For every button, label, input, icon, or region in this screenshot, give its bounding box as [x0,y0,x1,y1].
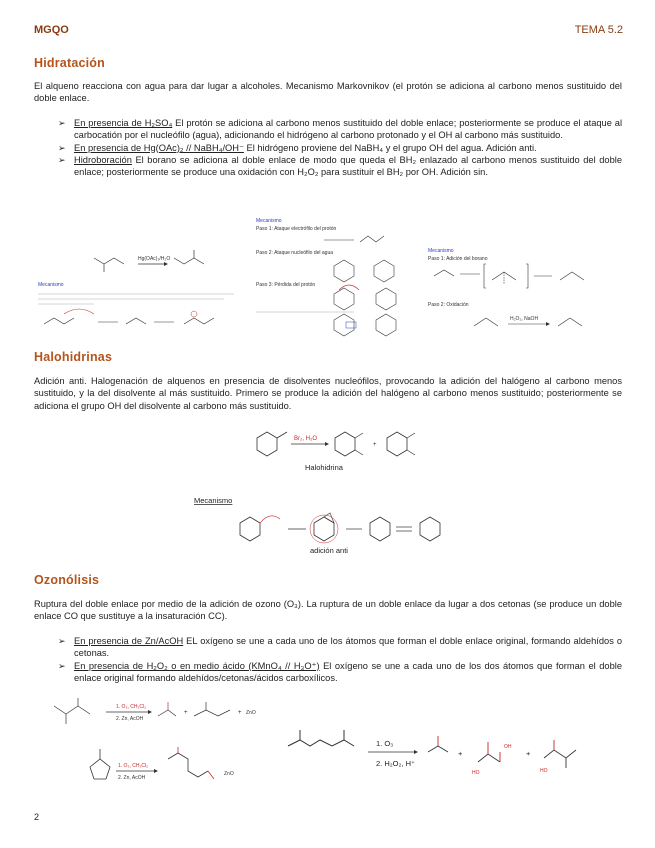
section-title-halohidrinas: Halohidrinas [34,350,113,364]
bullet-arrow-icon: ➢ [58,118,66,128]
bullet-text: El hidrógeno proviene del NaBH₄ y el grupo OH del agua. Adición anti. [243,142,537,153]
bullet-text: El borano se adiciona al doble enlace de modo que queda el BH₂ enlazado al carbono menos sustituido del doble enlace; posteriormente se produce una oxidación con H₂O₂ para sustituir el BH₂ por OH. Adición sin. [74,154,622,178]
ozonolisis-intro: Ruptura del doble enlace por medio de la adición de ozono (O₃). La ruptura de un doble enlace da lugar a dos cetonas (se produce un doble enlace CO que sustituye a la insaturación CC). [34,599,622,622]
reagent-ox: H₂O₂, NaOH [510,316,539,322]
halohydrin-label: Halohidrina [305,463,343,472]
bullet-arrow-icon: ➢ [58,154,66,165]
bullet-text: El oxígeno se une a cada uno de los dos átomos que forman el doble enlace original formando aldehídos/cetonas/ácidos carboxílicos. [74,660,623,683]
page-number: 2 [34,812,40,822]
hidratacion-mechanism-figure [34,214,626,338]
halo-mecanismo-label: Mecanismo [194,496,233,505]
header-course: MGQO [34,24,69,36]
bullet-label: En presencia de H₂O₂ o en medio ácido (KMnO₄ // H₃O⁺) [74,660,320,671]
oxymercuration-reaction [94,250,204,272]
plus-sign: + [458,749,463,758]
ozonolysis-reaction-3 [282,722,622,794]
hidratacion-intro: El alqueno reacciona con agua para dar lugar a alcoholes. Mecanismo Markovnikov (el protón se adiciona al carbono menos sustituido del doble enlace. [34,81,622,104]
bullet-arrow-icon: ➢ [58,660,66,671]
hb-step1-text: Paso 1: Adición del borano [428,256,488,262]
anti-addition-caption: adición anti [310,546,348,555]
hb-step2-text: Paso 2: Oxidación [428,302,469,308]
list-item [58,660,622,685]
oz1-reagent-bottom: 2. Zn, AcOH [116,716,144,722]
oz1-reagent-top: 1. O₃, CH₂Cl₂ [116,704,147,710]
bullet-text: El protón se adiciona al carbono menos sustituido del doble enlace; posteriormente se produce el ataque al carbocatión por el nucleófilo (agua), adicionando el hidrógeno al carbono protonado y el OH al carbono más sustituido. [74,118,623,141]
ozonolysis-reaction-2 [80,745,270,797]
bullet-arrow-icon: ➢ [58,142,66,153]
hidratacion-bullets [58,117,622,178]
mecanismo-right-label: Mecanismo [428,248,454,254]
bullet-label: Hidroboración [74,154,132,165]
list-item [58,117,622,142]
halohydrin-reaction-figure [245,422,465,474]
bullet-text: EL oxígeno se une a cada uno de los átomos que forman el doble enlace original, formando aldehídos o cetonas. [74,636,622,659]
section-title-ozonolisis: Ozonólisis [34,573,100,587]
oz2-reagent-bottom: 2. Zn, AcOH [118,775,146,781]
step3-text: Paso 3: Pérdida del protón [256,282,316,288]
oz3-oh: OH [504,744,512,750]
oz3-ho: HO [472,770,480,776]
list-item [58,154,622,179]
step2-text: Paso 2: Ataque nucleófilo del agua [256,250,334,256]
halohydrin-mechanism-figure [190,495,470,557]
mecanismo-left-label: Mecanismo [38,282,64,288]
plus-sign: + [526,749,531,758]
oz2-zno: ZnO [224,771,234,777]
oz2-reagent-top: 1. O₃, CH₂Cl₂ [118,763,149,769]
plus-sign: + [238,710,242,716]
bullet-arrow-icon: ➢ [58,636,66,646]
mecanismo-label: Mecanismo [256,218,282,224]
ozonolisis-bullets [58,635,622,684]
header-topic: TEMA 5.2 [574,24,623,36]
plus-sign: + [184,710,188,716]
oz3-reagent-top: 1. O₃ [376,739,394,748]
oz3-ho-2: HO [540,768,548,774]
step1-text: Paso 1: Ataque electrófilo del protón [256,226,337,232]
list-item [58,635,622,660]
left-mech-scheme [44,309,214,324]
section-title-hidratacion: Hidratación [34,56,105,70]
bullet-label: En presencia de Zn/AcOH [74,636,184,646]
halohydrin-reagent: Br₂, H₂O [294,436,317,442]
plus-sign: + [373,442,377,448]
ozonolysis-reaction-1 [44,692,284,736]
oz3-reagent-bottom: 2. H₂O₂, H⁺ [376,759,415,768]
reagent-hg: Hg(OAc)₂/H₂O [138,256,171,262]
halohidrinas-intro: Adición anti. Halogenación de alquenos en presencia de disolventes nucleófilos, provocando la adición del halógeno al carbono menos sustituido, y la del disolvente al más sustituido. Primero se produce la adición del halógeno al carbono menos sustituido; posteriormente se adiciona el grupo OH del disolvente al carbono más sustituido. [34,376,622,411]
list-item [58,142,622,154]
bullet-label: En presencia de H₂SO₄ [74,118,173,128]
oz1-zno: ZnO [246,710,256,716]
bullet-label: En presencia de Hg(OAc)₂ // NaBH₄/OH⁻ [74,142,244,153]
